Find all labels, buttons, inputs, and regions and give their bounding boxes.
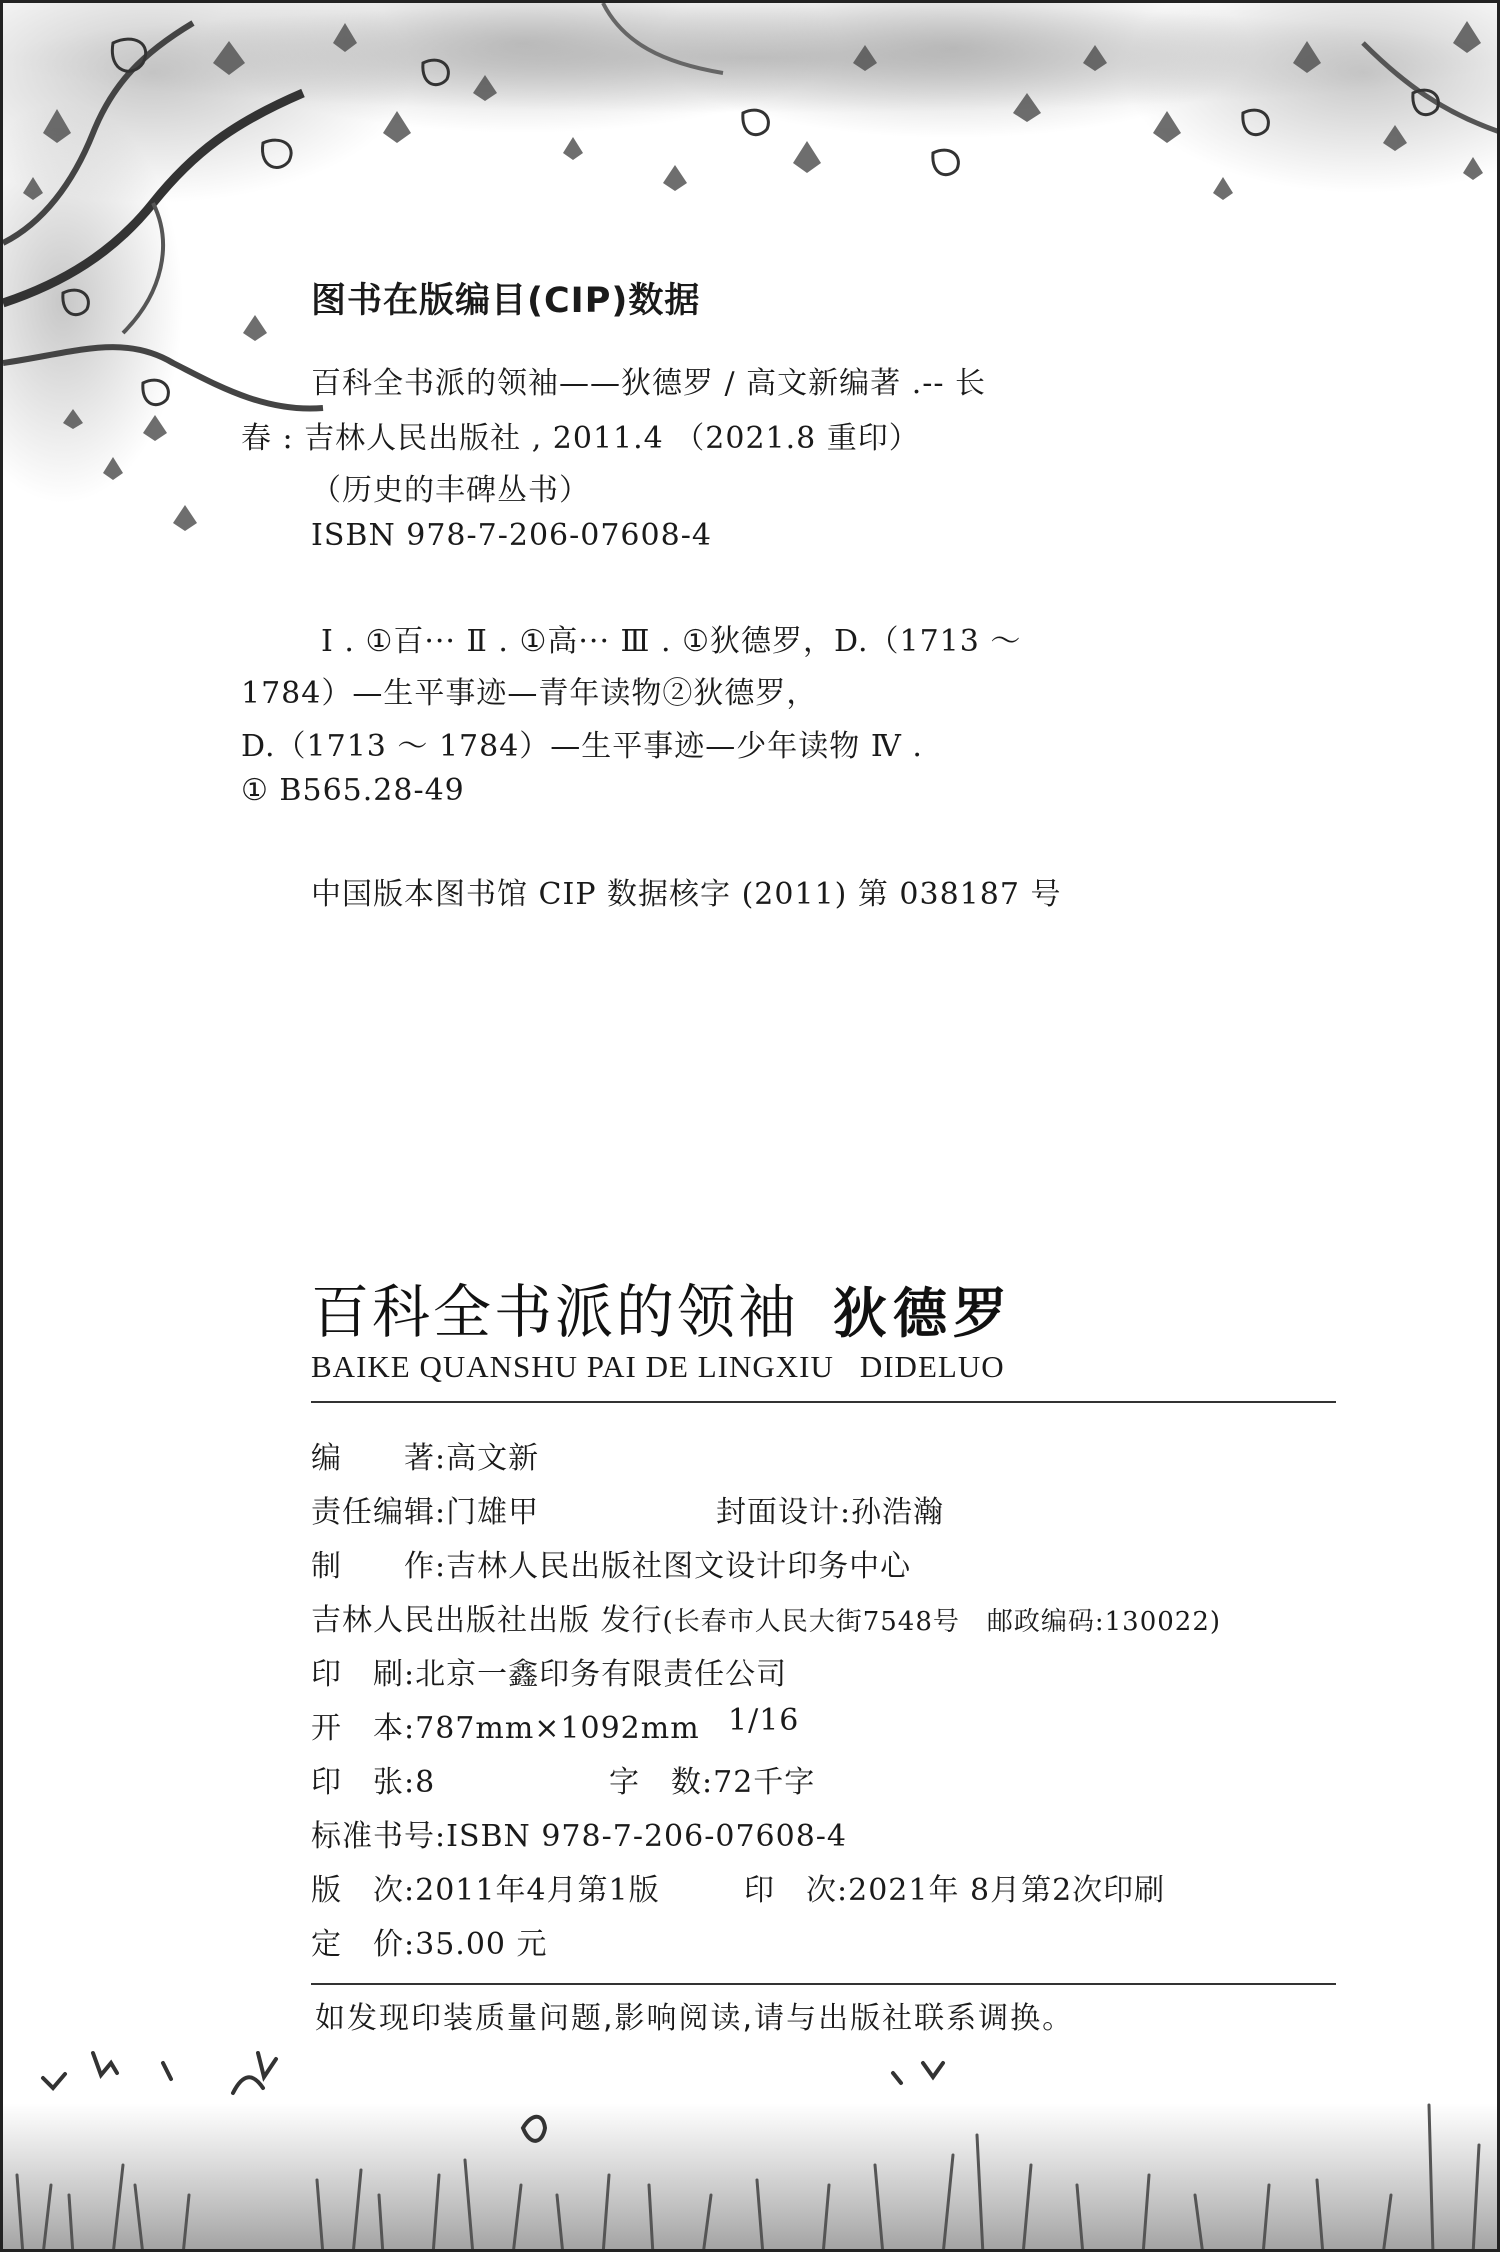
cip-classification: 1784）—生平事迹—青年读物②狄德罗，	[241, 676, 818, 711]
info-cover-design: 封面设计:孙浩瀚	[716, 1495, 945, 1530]
cip-classification: Ⅰ . ①百··· Ⅱ . ①高··· Ⅲ . ①狄德罗，D.（1713 ～	[321, 624, 1022, 659]
info-edition: 版 次:2011年4月第1版	[311, 1873, 660, 1908]
info-publisher-address: (长春市人民大街7548号 邮政编码:130022)	[662, 1607, 1222, 1637]
cip-line: 春 : 吉林人民出版社 , 2011.4 （2021.8 重印）	[241, 421, 920, 456]
book-author: 狄德罗	[833, 1282, 1014, 1345]
cip-line: 百科全书派的领袖——狄德罗 / 高文新编著 .-- 长	[311, 366, 987, 401]
book-title	[311, 1265, 1013, 1349]
cip-record-number: 中国版本图书馆 CIP 数据核字 (2011) 第 038187 号	[311, 877, 1062, 912]
book-title-pinyin-text: BAIKE QUANSHU PAI DE LINGXIU	[311, 1349, 834, 1384]
info-responsible-editor: 责任编辑:门雄甲	[311, 1495, 540, 1530]
cip-isbn: ISBN 978-7-206-07608-4	[311, 518, 712, 553]
info-editor: 编 著:高文新	[311, 1441, 540, 1476]
book-author-pinyin: DIDELUO	[859, 1349, 1005, 1384]
info-price: 定 价:35.00 元	[311, 1927, 548, 1962]
info-row-editors	[311, 1487, 945, 1531]
divider	[311, 1983, 1336, 1985]
cip-heading: 图书在版编目(CIP)数据	[311, 281, 701, 321]
info-row-publisher	[311, 1595, 1221, 1639]
info-row-sheets	[311, 1757, 816, 1801]
divider	[311, 1401, 1336, 1403]
info-printer: 印 刷:北京一鑫印务有限责任公司	[311, 1657, 788, 1692]
info-production: 制 作:吉林人民出版社图文设计印务中心	[311, 1549, 912, 1584]
info-sheets: 印 张:8	[311, 1765, 436, 1800]
tree-branch-illustration	[3, 3, 1500, 563]
info-isbn: 标准书号:ISBN 978-7-206-07608-4	[311, 1819, 848, 1854]
info-row-format	[311, 1703, 800, 1747]
info-printing: 印 次:2021年 8月第2次印刷	[744, 1873, 1166, 1908]
cip-classification: ① B565.28-49	[241, 773, 465, 808]
info-format: 开 本:787mm×1092mm	[311, 1711, 700, 1746]
quality-notice: 如发现印装质量问题,影响阅读,请与出版社联系调换。	[315, 2001, 1075, 2036]
info-format-fold: 1/16	[728, 1703, 800, 1738]
book-title-text: 百科全书派的领袖	[311, 1278, 800, 1346]
info-publisher: 吉林人民出版社出版 发行	[311, 1603, 663, 1638]
info-word-count: 字 数:72千字	[609, 1765, 816, 1800]
info-row-edition	[311, 1865, 1166, 1909]
cip-classification: D.（1713 ～ 1784）—生平事迹—少年读物 Ⅳ .	[241, 729, 923, 764]
grass-illustration	[3, 1993, 1500, 2252]
book-title-pinyin	[311, 1349, 1005, 1385]
cip-line: （历史的丰碑丛书）	[311, 473, 590, 508]
